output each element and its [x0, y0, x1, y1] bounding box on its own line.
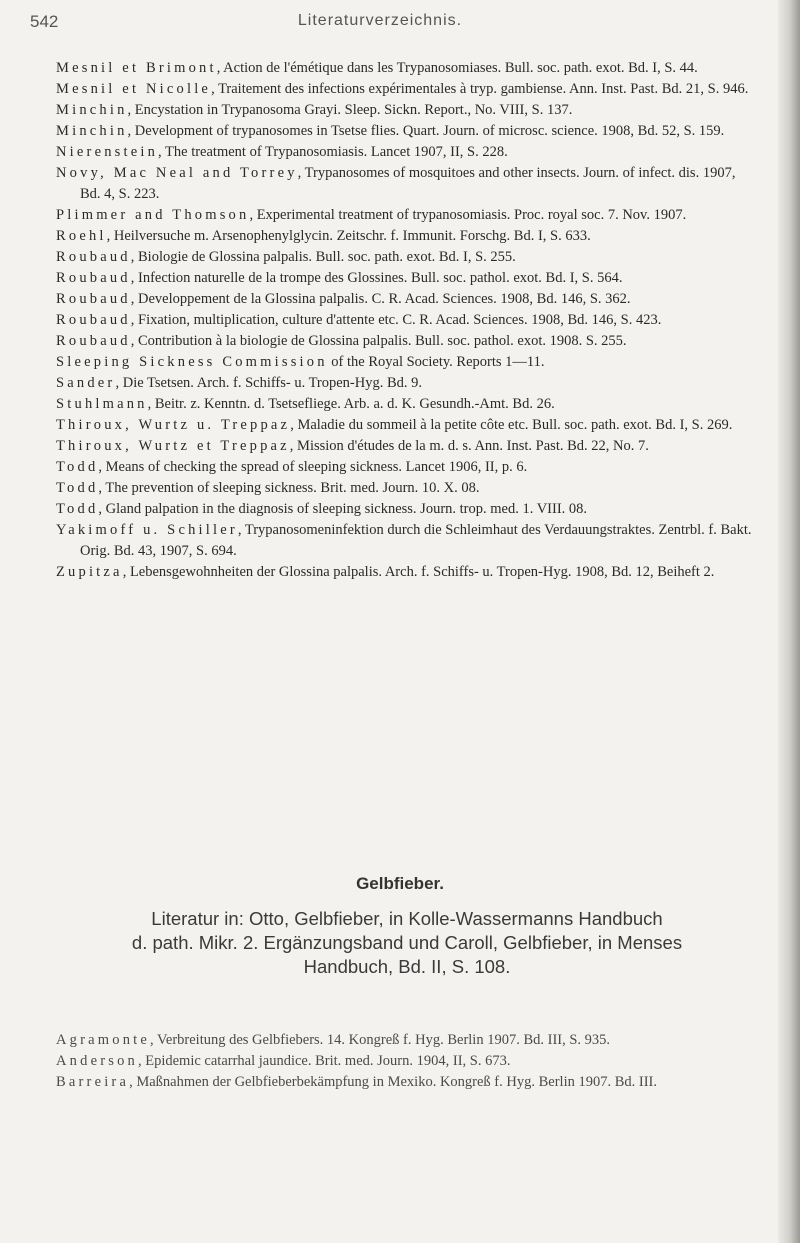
reference-text: , Heilversuche m. Arsenophenylglycin. Zeitschr. f. Immunit. Forschg. Bd. I, S. 633. — [106, 228, 591, 244]
reference-author: Todd — [56, 501, 99, 517]
reference-author: Minchin — [56, 102, 128, 118]
reference-entry — [56, 289, 758, 310]
reference-entry — [56, 1072, 758, 1093]
reference-entry — [56, 562, 758, 583]
reference-text: , Action de l'émétique dans les Trypanosomiases. Bull. soc. path. exot. Bd. I, S. 44. — [216, 60, 698, 76]
reference-author: Mesnil et Nicolle — [56, 81, 212, 97]
reference-author: Yakimoff u. Schiller — [56, 522, 238, 538]
reference-author: Sander — [56, 375, 116, 391]
reference-text: , Maßnahmen der Gelbfieberbekämpfung in Mexiko. Kongreß f. Hyg. Berlin 1907. Bd. III. — [129, 1074, 658, 1090]
reference-text: , Encystation in Trypanosoma Grayi. Sleep. Sickn. Report., No. VIII, S. 137. — [127, 102, 573, 118]
reference-entry — [56, 478, 758, 499]
reference-list-gelbfieber — [56, 1030, 758, 1093]
reference-text: , Lebensgewohnheiten der Glossina palpalis. Arch. f. Schiffs- u. Tropen-Hyg. 1908, Bd. 12, Beiheft 2. — [122, 564, 715, 580]
literature-note-line: Handbuch, Bd. II, S. 108. — [303, 956, 511, 977]
reference-entry — [56, 415, 758, 436]
reference-author: Roubaud — [56, 333, 131, 349]
reference-text: , Trypanosomes of mosquitoes and other insects. Journ. of infect. dis. 1907, Bd. 4, S. 223. — [80, 165, 736, 202]
book-spine-shadow — [778, 0, 800, 1243]
literature-note-line: d. path. Mikr. 2. Ergänzungsband und Caroll, Gelbfieber, in Menses — [131, 932, 683, 953]
reference-entry — [56, 100, 758, 121]
reference-author: Stuhlmann — [56, 396, 148, 412]
reference-author: Todd — [56, 459, 99, 475]
reference-text: , Infection naturelle de la trompe des Glossines. Bull. soc. pathol. exot. Bd. I, S. 564. — [130, 270, 623, 286]
reference-author: Roubaud — [56, 249, 131, 265]
reference-author: Todd — [56, 480, 99, 496]
running-head — [30, 12, 730, 38]
reference-author: Agramonte — [56, 1032, 151, 1048]
reference-entry — [56, 1030, 758, 1051]
reference-text: , Beitr. z. Kenntn. d. Tsetsefliege. Arb. a. d. K. Gesundh.-Amt. Bd. 26. — [147, 396, 555, 412]
reference-text: , Experimental treatment of trypanosomiasis. Proc. royal soc. 7. Nov. 1907. — [249, 207, 687, 223]
reference-entry — [56, 121, 758, 142]
reference-author: Roehl — [56, 228, 107, 244]
reference-text: , Development of trypanosomes in Tsetse flies. Quart. Journ. of microsc. science. 1908, Bd. 52, S. 159. — [127, 123, 725, 139]
reference-entry — [56, 247, 758, 268]
reference-text: , Fixation, multiplication, culture d'attente etc. C. R. Acad. Sciences. 1908, Bd. 146, S. 423. — [130, 312, 662, 328]
reference-text: , Gland palpation in the diagnosis of sleeping sickness. Journ. trop. med. 1. VIII. 08. — [98, 501, 588, 517]
reference-entry — [56, 1051, 758, 1072]
reference-text: , Trypanosomeninfektion durch die Schleimhaut des Verdauungstraktes. Zentrbl. f. Bakt. Orig. Bd. 43, 1907, S. 694. — [80, 522, 752, 559]
reference-entry — [56, 142, 758, 163]
reference-author: Plimmer and Thomson — [56, 207, 250, 223]
reference-author: Roubaud — [56, 270, 131, 286]
reference-text: , Maladie du sommeil à la petite côte etc. Bull. soc. path. exot. Bd. I, S. 269. — [290, 417, 733, 433]
reference-text: , The treatment of Trypanosomiasis. Lancet 1907, II, S. 228. — [158, 144, 508, 160]
reference-text: , Means of checking the spread of sleeping sickness. Lancet 1906, II, p. 6. — [98, 459, 528, 475]
reference-author: Mesnil et Brimont — [56, 60, 217, 76]
literature-note-line: Literatur in: Otto, Gelbfieber, in Kolle-Wassermanns Handbuch — [151, 908, 663, 929]
reference-text: , Biologie de Glossina palpalis. Bull. soc. path. exot. Bd. I, S. 255. — [130, 249, 516, 265]
reference-entry — [56, 352, 758, 373]
reference-text: , Verbreitung des Gelbfiebers. 14. Kongreß f. Hyg. Berlin 1907. Bd. III, S. 935. — [150, 1032, 611, 1048]
reference-author: Thiroux, Wurtz et Treppaz — [56, 438, 290, 454]
reference-author: Novy, Mac Neal and Torrey — [56, 165, 298, 181]
reference-entry — [56, 163, 758, 205]
reference-text: , Mission d'études de la m. d. s. Ann. Inst. Past. Bd. 22, No. 7. — [289, 438, 649, 454]
reference-entry — [56, 310, 758, 331]
reference-list — [56, 58, 758, 583]
reference-text: , Traitement des infections expérimentales à tryp. gambiense. Ann. Inst. Past. Bd. 21, S. 946. — [211, 81, 749, 97]
reference-entry — [56, 457, 758, 478]
reference-author: Barreira — [56, 1074, 130, 1090]
reference-entry — [56, 205, 758, 226]
reference-author: Thiroux, Wurtz u. Treppaz — [56, 417, 291, 433]
reference-author: Zupitza — [56, 564, 123, 580]
reference-author: Sleeping Sickness Commission — [56, 354, 328, 370]
reference-text: , The prevention of sleeping sickness. Brit. med. Journ. 10. X. 08. — [98, 480, 480, 496]
reference-entry — [56, 499, 758, 520]
reference-entry — [56, 268, 758, 289]
reference-author: Anderson — [56, 1053, 138, 1069]
reference-text: , Epidemic catarrhal jaundice. Brit. med. Journ. 1904, II, S. 673. — [137, 1053, 511, 1069]
reference-entry — [56, 436, 758, 457]
reference-entry — [56, 394, 758, 415]
reference-entry — [56, 79, 758, 100]
reference-text: , Contribution à la biologie de Glossina palpalis. Bull. soc. pathol. exot. 1908. S. 255. — [130, 333, 627, 349]
reference-entry — [56, 331, 758, 352]
reference-entry — [56, 373, 758, 394]
reference-entry — [56, 58, 758, 79]
running-title: Literaturverzeichnis. — [297, 12, 463, 29]
reference-author: Nierenstein — [56, 144, 159, 160]
reference-author: Roubaud — [56, 312, 131, 328]
reference-author: Roubaud — [56, 291, 131, 307]
page-number: 542 — [30, 12, 59, 31]
reference-entry — [56, 520, 758, 562]
reference-author: Minchin — [56, 123, 128, 139]
section-heading: Gelbfieber. — [356, 874, 444, 893]
reference-text: , Die Tsetsen. Arch. f. Schiffs- u. Tropen-Hyg. Bd. 9. — [115, 375, 423, 391]
reference-text: of the Royal Society. Reports 1—11. — [327, 354, 545, 370]
literature-note — [56, 907, 758, 979]
reference-text: , Developpement de la Glossina palpalis. C. R. Acad. Sciences. 1908, Bd. 146, S. 362. — [130, 291, 631, 307]
reference-entry — [56, 226, 758, 247]
